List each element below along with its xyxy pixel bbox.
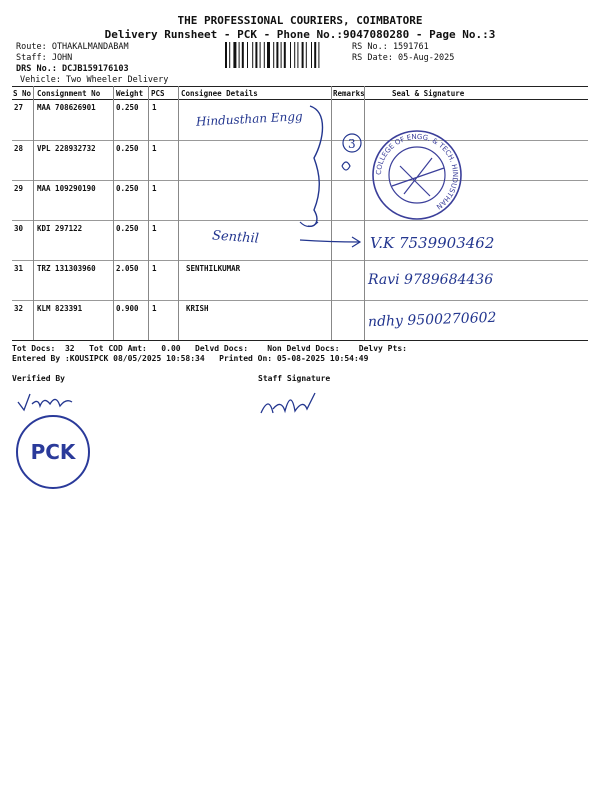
barcode-bar xyxy=(247,42,248,68)
row-consignment: KDI 297122 xyxy=(37,224,83,233)
col-divider xyxy=(178,86,179,340)
college-seal xyxy=(370,128,465,223)
row-pcs: 1 xyxy=(152,264,157,273)
barcode-bar xyxy=(281,42,282,68)
row-weight: 0.250 xyxy=(116,103,139,112)
handwritten-phone: Ravi 9789684436 xyxy=(368,272,494,288)
header-remarks: Remarks xyxy=(333,89,365,98)
row-consignee: KRISH xyxy=(186,304,209,313)
barcode-bar xyxy=(318,42,319,68)
barcode-bar xyxy=(229,42,230,68)
staff-label: Staff: JOHN xyxy=(16,53,73,63)
barcode-bar xyxy=(284,42,286,68)
row-consignment: TRZ 131303960 xyxy=(37,264,96,273)
row-pcs: 1 xyxy=(152,304,157,313)
barcode-bar xyxy=(273,42,274,68)
header-consignment: Consignment No xyxy=(37,89,101,98)
document-subtitle: Delivery Runsheet - PCK - Phone No.:9047080280 - Page No.:3 xyxy=(104,28,496,41)
row-sno: 28 xyxy=(14,144,24,153)
drs-label: DRS No.: DCJB159176103 xyxy=(16,64,129,74)
barcode-bar xyxy=(267,42,270,68)
barcode-bar xyxy=(260,42,261,68)
row-sno: 29 xyxy=(14,184,24,193)
totals-line: Tot Docs: 32 Tot COD Amt: 0.00 Delvd Docs: Non Delvd Docs: Delvy Pts: xyxy=(12,344,407,353)
row-sno: 31 xyxy=(14,264,24,273)
row-divider xyxy=(12,300,588,301)
staff-signature xyxy=(255,385,325,425)
rs-date: RS Date: 05-Aug-2025 xyxy=(352,53,455,63)
row-consignee: SENTHILKUMAR xyxy=(186,264,241,273)
handwritten-consignee: Hindusthan Engg xyxy=(195,109,303,129)
handwritten-phone: ndhy 9500270602 xyxy=(367,309,497,331)
row-weight: 2.050 xyxy=(116,264,139,273)
row-pcs: 1 xyxy=(152,103,157,112)
header-sno: S No xyxy=(13,89,32,98)
barcode-bar xyxy=(290,42,291,68)
row-pcs: 1 xyxy=(152,224,157,233)
barcode xyxy=(225,42,347,68)
col-divider xyxy=(148,86,149,340)
vehicle-label: Vehicle: Two Wheeler Delivery xyxy=(20,75,169,85)
table-bottom-border xyxy=(12,340,588,341)
header-seal: Seal & Signature xyxy=(392,89,465,98)
barcode-bar xyxy=(233,42,236,68)
svg-text:COLLEGE OF ENGG. & TECH. HINDU: COLLEGE OF ENGG. & TECH. HINDUSTHAN xyxy=(374,132,460,211)
verified-signature xyxy=(14,384,84,414)
row-sno: 30 xyxy=(14,224,24,233)
barcode-bar xyxy=(311,42,312,68)
row-divider xyxy=(12,260,588,261)
entered-printed-line: Entered By :KOUSIPCK 08/05/2025 10:58:34 Printed On: 05-08-2025 10:54:49 xyxy=(12,354,369,363)
row-pcs: 1 xyxy=(152,184,157,193)
route-label: Route: OTHAKALMANDABAM xyxy=(16,42,129,52)
row-sno: 27 xyxy=(14,103,24,112)
handwritten-phone: V.K 7539903462 xyxy=(370,234,495,252)
row-consignment: VPL 228932732 xyxy=(37,144,96,153)
staff-signature-label: Staff Signature xyxy=(258,374,331,383)
barcode-bar xyxy=(264,42,265,68)
row-pcs: 1 xyxy=(152,144,157,153)
col-divider xyxy=(113,86,114,340)
barcode-bar xyxy=(239,42,240,68)
row-weight: 0.900 xyxy=(116,304,139,313)
barcode-bar xyxy=(306,42,307,68)
row-consignment: KLM 823391 xyxy=(37,304,83,313)
document-title: THE PROFESSIONAL COURIERS, COIMBATORE xyxy=(177,14,423,27)
row-weight: 0.250 xyxy=(116,184,139,193)
barcode-bar xyxy=(225,42,227,68)
barcode-bar xyxy=(302,42,304,68)
barcode-bar xyxy=(276,42,278,68)
svg-text:3: 3 xyxy=(348,137,356,151)
barcode-bar xyxy=(297,42,298,68)
col-divider xyxy=(33,86,34,340)
header-weight: Weight xyxy=(116,89,144,98)
barcode-bar xyxy=(314,42,316,68)
row-weight: 0.250 xyxy=(116,224,139,233)
rs-number: RS No.: 1591761 xyxy=(352,42,429,52)
row-weight: 0.250 xyxy=(116,144,139,153)
pck-stamp: PCK xyxy=(16,415,90,489)
barcode-bar xyxy=(242,42,244,68)
barcode-bar xyxy=(294,42,295,68)
row-consignment: MAA 109290190 xyxy=(37,184,96,193)
verified-by-label: Verified By xyxy=(12,374,65,383)
handwritten-consignee: Senthil xyxy=(211,228,260,247)
barcode-bar xyxy=(252,42,253,68)
table-top-border xyxy=(12,86,588,87)
row-sno: 32 xyxy=(14,304,24,313)
header-consignee: Consignee Details xyxy=(181,89,258,98)
header-pcs: PCS xyxy=(151,89,165,98)
barcode-bar xyxy=(255,42,257,68)
row-consignment: MAA 708626901 xyxy=(37,103,96,112)
handwritten-remark-mark xyxy=(334,130,364,180)
